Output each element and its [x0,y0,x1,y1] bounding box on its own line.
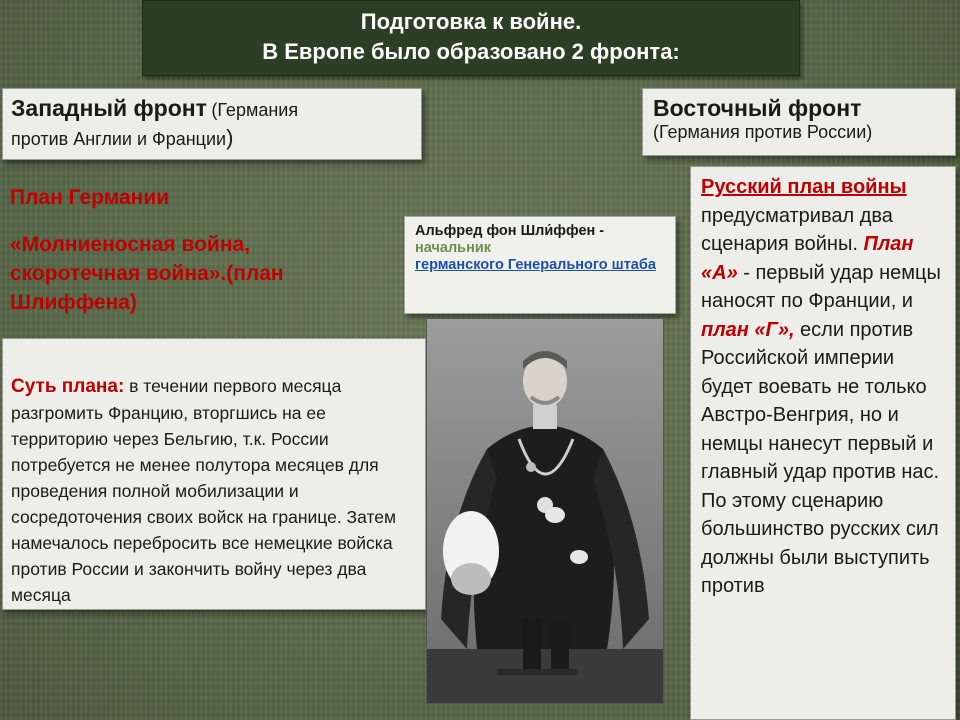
portrait-caption [404,216,676,314]
plan-essence-lead: Суть плана: [11,376,125,397]
germany-plan-quote-line-2: скоротечная война».(план [10,262,284,285]
schlieffen-portrait [426,318,664,704]
russian-plan-title: Русский план войны [701,176,907,198]
germany-plan-title: План Германии [10,186,170,209]
plan-a-text: - первый удар немцы наносят по Франции, и [701,261,941,312]
plan-essence-text: в течении первого месяца разгромить Францию, вторгшись на ее территорию через Бельгию, т.к. России потребуется не менее полутора месяцев для проведения полной мобилизации и сосредоточения своих войск на границе. Затем намечалось перебросить все немецкие войска против России и закончить войну через два месяца [11,376,397,605]
eastern-front-detail: (Германия против России) [653,122,873,142]
slide-title [142,0,800,76]
portrait-illustration [427,319,663,703]
germany-plan-quote [10,230,410,317]
western-front-detail-close: ) [226,125,234,150]
title-line-2: В Европе было образовано 2 фронта: [262,39,680,64]
portrait-name: Альфред фон Шли́ффен - [415,223,605,239]
eastern-front-box [642,88,956,156]
title-line-1: Подготовка к войне. [360,9,582,34]
western-front-name: Западный фронт [11,95,207,121]
germany-plan-quote-line-1: «Молниеносная война, [10,233,251,256]
russian-plan-intro: предусматривал два сценария войны. [701,204,893,255]
plan-essence-box [2,338,426,610]
western-front-detail-1: (Германия [211,100,299,120]
portrait-role: начальник [415,240,491,256]
western-front-detail-2: против Англии и Франции [11,129,227,149]
plan-g-label: план «Г», [701,318,795,341]
general-staff-link[interactable]: германского Генерального штаба [415,257,656,273]
plan-g-text: если против Российской империи будет воевать не только Австро-Венгрия, но и немцы нанесут первый и главный удар против нас. По этому сценарию большинство русских сил должны были выступить против [701,318,940,597]
eastern-front-name: Восточный фронт [653,95,862,121]
russian-plan-box [690,166,956,720]
plan-a-label: План «А» [701,233,914,284]
western-front-box [2,88,422,160]
germany-plan-quote-line-3: Шлиффена) [10,291,137,314]
